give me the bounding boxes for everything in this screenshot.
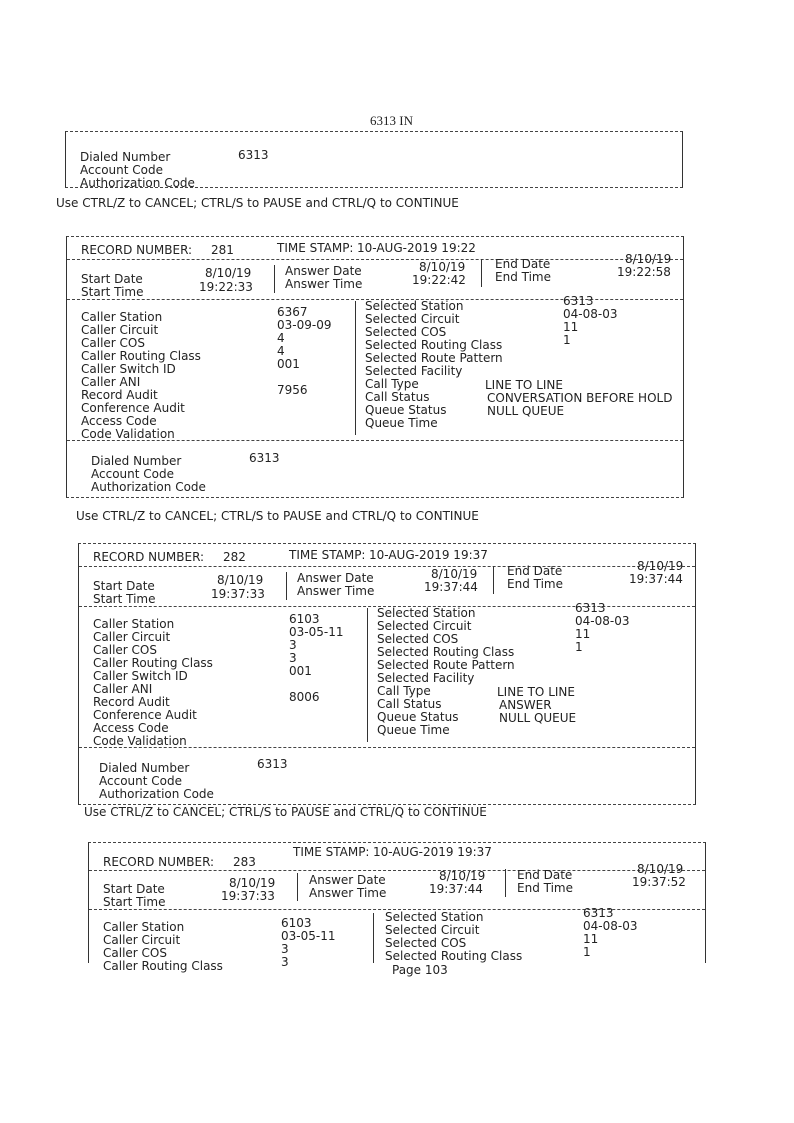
- start-time-label: Start Time: [103, 895, 166, 909]
- caller-switch-id-label: Caller Switch ID: [81, 362, 176, 376]
- record-number-label: RECORD NUMBER:: [93, 550, 205, 564]
- selected-cos-label: Selected COS: [365, 325, 447, 339]
- authorization-code-label: Authorization Code: [91, 480, 206, 494]
- answer-time-label: Answer Time: [297, 584, 375, 598]
- end-date-value: 8/10/19: [625, 252, 672, 266]
- page-number: Page 103: [392, 963, 448, 977]
- selected-route-pattern-label: Selected Route Pattern: [377, 658, 515, 672]
- end-date-value: 8/10/19: [637, 559, 684, 573]
- call-type-value: LINE TO LINE: [497, 685, 575, 699]
- answer-time-value: 19:37:44: [429, 882, 483, 896]
- queue-status-value: NULL QUEUE: [487, 404, 565, 418]
- queue-status-value: NULL QUEUE: [499, 711, 577, 725]
- access-code-label: Access Code: [81, 414, 157, 428]
- selected-cos-value: 11: [563, 320, 579, 334]
- time-stamp-label: TIME STAMP:: [277, 241, 354, 255]
- time-stamp-label: TIME STAMP:: [293, 845, 370, 859]
- caller-routing-class-label: Caller Routing Class: [93, 656, 213, 670]
- caller-ani-label: Caller ANI: [81, 375, 141, 389]
- account-code-label: Account Code: [99, 774, 182, 788]
- caller-ani-label: Caller ANI: [93, 682, 153, 696]
- answer-date-value: 8/10/19: [419, 260, 466, 274]
- conference-audit-label: Conference Audit: [93, 708, 197, 722]
- code-validation-label: Code Validation: [81, 427, 175, 441]
- caller-cos-value: 4: [277, 331, 285, 345]
- caller-circuit-value: 03-05-11: [281, 929, 336, 943]
- call-type-value: LINE TO LINE: [485, 378, 563, 392]
- start-date-value: 8/10/19: [217, 573, 264, 587]
- selected-cos-value: 11: [575, 627, 591, 641]
- caller-circuit-label: Caller Circuit: [93, 630, 171, 644]
- caller-switch-id-label: Caller Switch ID: [93, 669, 188, 683]
- selected-routing-class-value: 1: [575, 640, 583, 654]
- caller-station-label: Caller Station: [93, 617, 175, 631]
- end-date-label: End Date: [495, 257, 551, 271]
- start-date-label: Start Date: [93, 579, 155, 593]
- call-status-value: CONVERSATION BEFORE HOLD: [487, 391, 673, 405]
- dialed-number-value: 6313: [238, 148, 269, 162]
- queue-time-label: Queue Time: [365, 416, 438, 430]
- code-validation-label: Code Validation: [93, 734, 187, 748]
- selected-circuit-label: Selected Circuit: [377, 619, 472, 633]
- caller-cos-value: 3: [281, 942, 289, 956]
- answer-date-label: Answer Date: [309, 873, 386, 887]
- selected-station-label: Selected Station: [385, 910, 484, 924]
- start-time-value: 19:22:33: [199, 280, 253, 294]
- record-number-value: 282: [223, 550, 246, 564]
- start-time-label: Start Time: [81, 285, 144, 299]
- end-time-value: 19:22:58: [617, 265, 671, 279]
- start-date-value: 8/10/19: [229, 876, 276, 890]
- dialed-number-label: Dialed Number: [99, 761, 190, 775]
- selected-routing-class-label: Selected Routing Class: [377, 645, 515, 659]
- caller-routing-class-value: 3: [289, 651, 297, 665]
- account-code-label: Account Code: [80, 163, 163, 177]
- call-type-label: Call Type: [377, 684, 431, 698]
- answer-time-label: Answer Time: [309, 886, 387, 900]
- caller-station-value: 6103: [281, 916, 312, 930]
- end-date-label: End Date: [507, 564, 563, 578]
- time-stamp-value: 10-AUG-2019 19:37: [373, 845, 492, 859]
- end-time-label: End Time: [495, 270, 551, 284]
- call-status-label: Call Status: [365, 390, 430, 404]
- dialed-number-value: 6313: [257, 757, 288, 771]
- selected-circuit-value: 04-08-03: [563, 307, 618, 321]
- caller-station-label: Caller Station: [103, 920, 185, 934]
- selected-routing-class-label: Selected Routing Class: [385, 949, 523, 963]
- caller-circuit-label: Caller Circuit: [81, 323, 159, 337]
- queue-time-label: Queue Time: [377, 723, 450, 737]
- continue-prompt: Use CTRL/Z to CANCEL; CTRL/S to PAUSE and CTRL/Q to CONTINUE: [84, 805, 487, 819]
- end-date-label: End Date: [517, 868, 573, 882]
- caller-station-value: 6103: [289, 612, 320, 626]
- answer-time-value: 19:37:44: [424, 580, 478, 594]
- caller-switch-id-value: 001: [289, 664, 312, 678]
- selected-circuit-value: 04-08-03: [575, 614, 630, 628]
- selected-route-pattern-label: Selected Route Pattern: [365, 351, 503, 365]
- authorization-code-label: Authorization Code: [80, 176, 195, 190]
- caller-circuit-value: 03-05-11: [289, 625, 344, 639]
- call-type-label: Call Type: [365, 377, 419, 391]
- caller-cos-label: Caller COS: [93, 643, 157, 657]
- record-number-value: 281: [211, 243, 234, 257]
- selected-routing-class-label: Selected Routing Class: [365, 338, 503, 352]
- continue-prompt: Use CTRL/Z to CANCEL; CTRL/S to PAUSE and CTRL/Q to CONTINUE: [76, 509, 479, 523]
- time-stamp-value: 10-AUG-2019 19:37: [369, 548, 488, 562]
- queue-status-label: Queue Status: [377, 710, 459, 724]
- dialed-number-label: Dialed Number: [80, 150, 171, 164]
- caller-cos-label: Caller COS: [103, 946, 167, 960]
- start-time-value: 19:37:33: [211, 587, 265, 601]
- caller-switch-id-value: 001: [277, 357, 300, 371]
- selected-station-value: 6313: [583, 906, 614, 920]
- selected-facility-label: Selected Facility: [377, 671, 475, 685]
- selected-routing-class-value: 1: [563, 333, 571, 347]
- caller-routing-class-label: Caller Routing Class: [103, 959, 223, 973]
- selected-routing-class-value: 1: [583, 945, 591, 959]
- selected-station-value: 6313: [563, 294, 594, 308]
- record-audit-value: 7956: [277, 383, 308, 397]
- record-audit-label: Record Audit: [93, 695, 170, 709]
- authorization-code-label: Authorization Code: [99, 787, 214, 801]
- answer-time-label: Answer Time: [285, 277, 363, 291]
- selected-cos-label: Selected COS: [377, 632, 459, 646]
- record-282: [78, 543, 696, 805]
- start-date-value: 8/10/19: [205, 266, 252, 280]
- caller-station-label: Caller Station: [81, 310, 163, 324]
- start-date-label: Start Date: [81, 272, 143, 286]
- record-number-label: RECORD NUMBER:: [81, 243, 193, 257]
- selected-circuit-value: 04-08-03: [583, 919, 638, 933]
- dialed-number-value: 6313: [249, 451, 280, 465]
- queue-status-label: Queue Status: [365, 403, 447, 417]
- end-time-label: End Time: [517, 881, 573, 895]
- answer-time-value: 19:22:42: [412, 273, 466, 287]
- top-dial-box: [65, 131, 683, 188]
- selected-station-label: Selected Station: [365, 299, 464, 313]
- end-time-value: 19:37:44: [629, 572, 683, 586]
- selected-circuit-label: Selected Circuit: [385, 923, 480, 937]
- selected-station-value: 6313: [575, 601, 606, 615]
- continue-prompt: Use CTRL/Z to CANCEL; CTRL/S to PAUSE and CTRL/Q to CONTINUE: [56, 196, 459, 210]
- caller-station-value: 6367: [277, 305, 308, 319]
- call-status-label: Call Status: [377, 697, 442, 711]
- record-audit-value: 8006: [289, 690, 320, 704]
- caller-routing-class-value: 4: [277, 344, 285, 358]
- record-281: [66, 236, 684, 498]
- time-stamp-label: TIME STAMP:: [289, 548, 366, 562]
- access-code-label: Access Code: [93, 721, 169, 735]
- caller-routing-class-value: 3: [281, 955, 289, 969]
- end-date-value: 8/10/19: [637, 862, 684, 876]
- selected-circuit-label: Selected Circuit: [365, 312, 460, 326]
- answer-date-label: Answer Date: [285, 264, 362, 278]
- record-number-value: 283: [233, 855, 256, 869]
- answer-date-label: Answer Date: [297, 571, 374, 585]
- selected-station-label: Selected Station: [377, 606, 476, 620]
- caller-cos-value: 3: [289, 638, 297, 652]
- record-number-label: RECORD NUMBER:: [103, 855, 215, 869]
- time-stamp-value: 10-AUG-2019 19:22: [357, 241, 476, 255]
- page-title: 6313 IN: [370, 113, 413, 128]
- end-time-label: End Time: [507, 577, 563, 591]
- answer-date-value: 8/10/19: [431, 567, 478, 581]
- caller-cos-label: Caller COS: [81, 336, 145, 350]
- conference-audit-label: Conference Audit: [81, 401, 185, 415]
- end-time-value: 19:37:52: [632, 875, 686, 889]
- caller-circuit-label: Caller Circuit: [103, 933, 181, 947]
- selected-facility-label: Selected Facility: [365, 364, 463, 378]
- caller-routing-class-label: Caller Routing Class: [81, 349, 201, 363]
- start-date-label: Start Date: [103, 882, 165, 896]
- selected-cos-label: Selected COS: [385, 936, 467, 950]
- record-audit-label: Record Audit: [81, 388, 158, 402]
- caller-circuit-value: 03-09-09: [277, 318, 332, 332]
- start-time-label: Start Time: [93, 592, 156, 606]
- call-status-value: ANSWER: [499, 698, 552, 712]
- selected-cos-value: 11: [583, 932, 599, 946]
- start-time-value: 19:37:33: [221, 889, 275, 903]
- account-code-label: Account Code: [91, 467, 174, 481]
- dialed-number-label: Dialed Number: [91, 454, 182, 468]
- answer-date-value: 8/10/19: [439, 869, 486, 883]
